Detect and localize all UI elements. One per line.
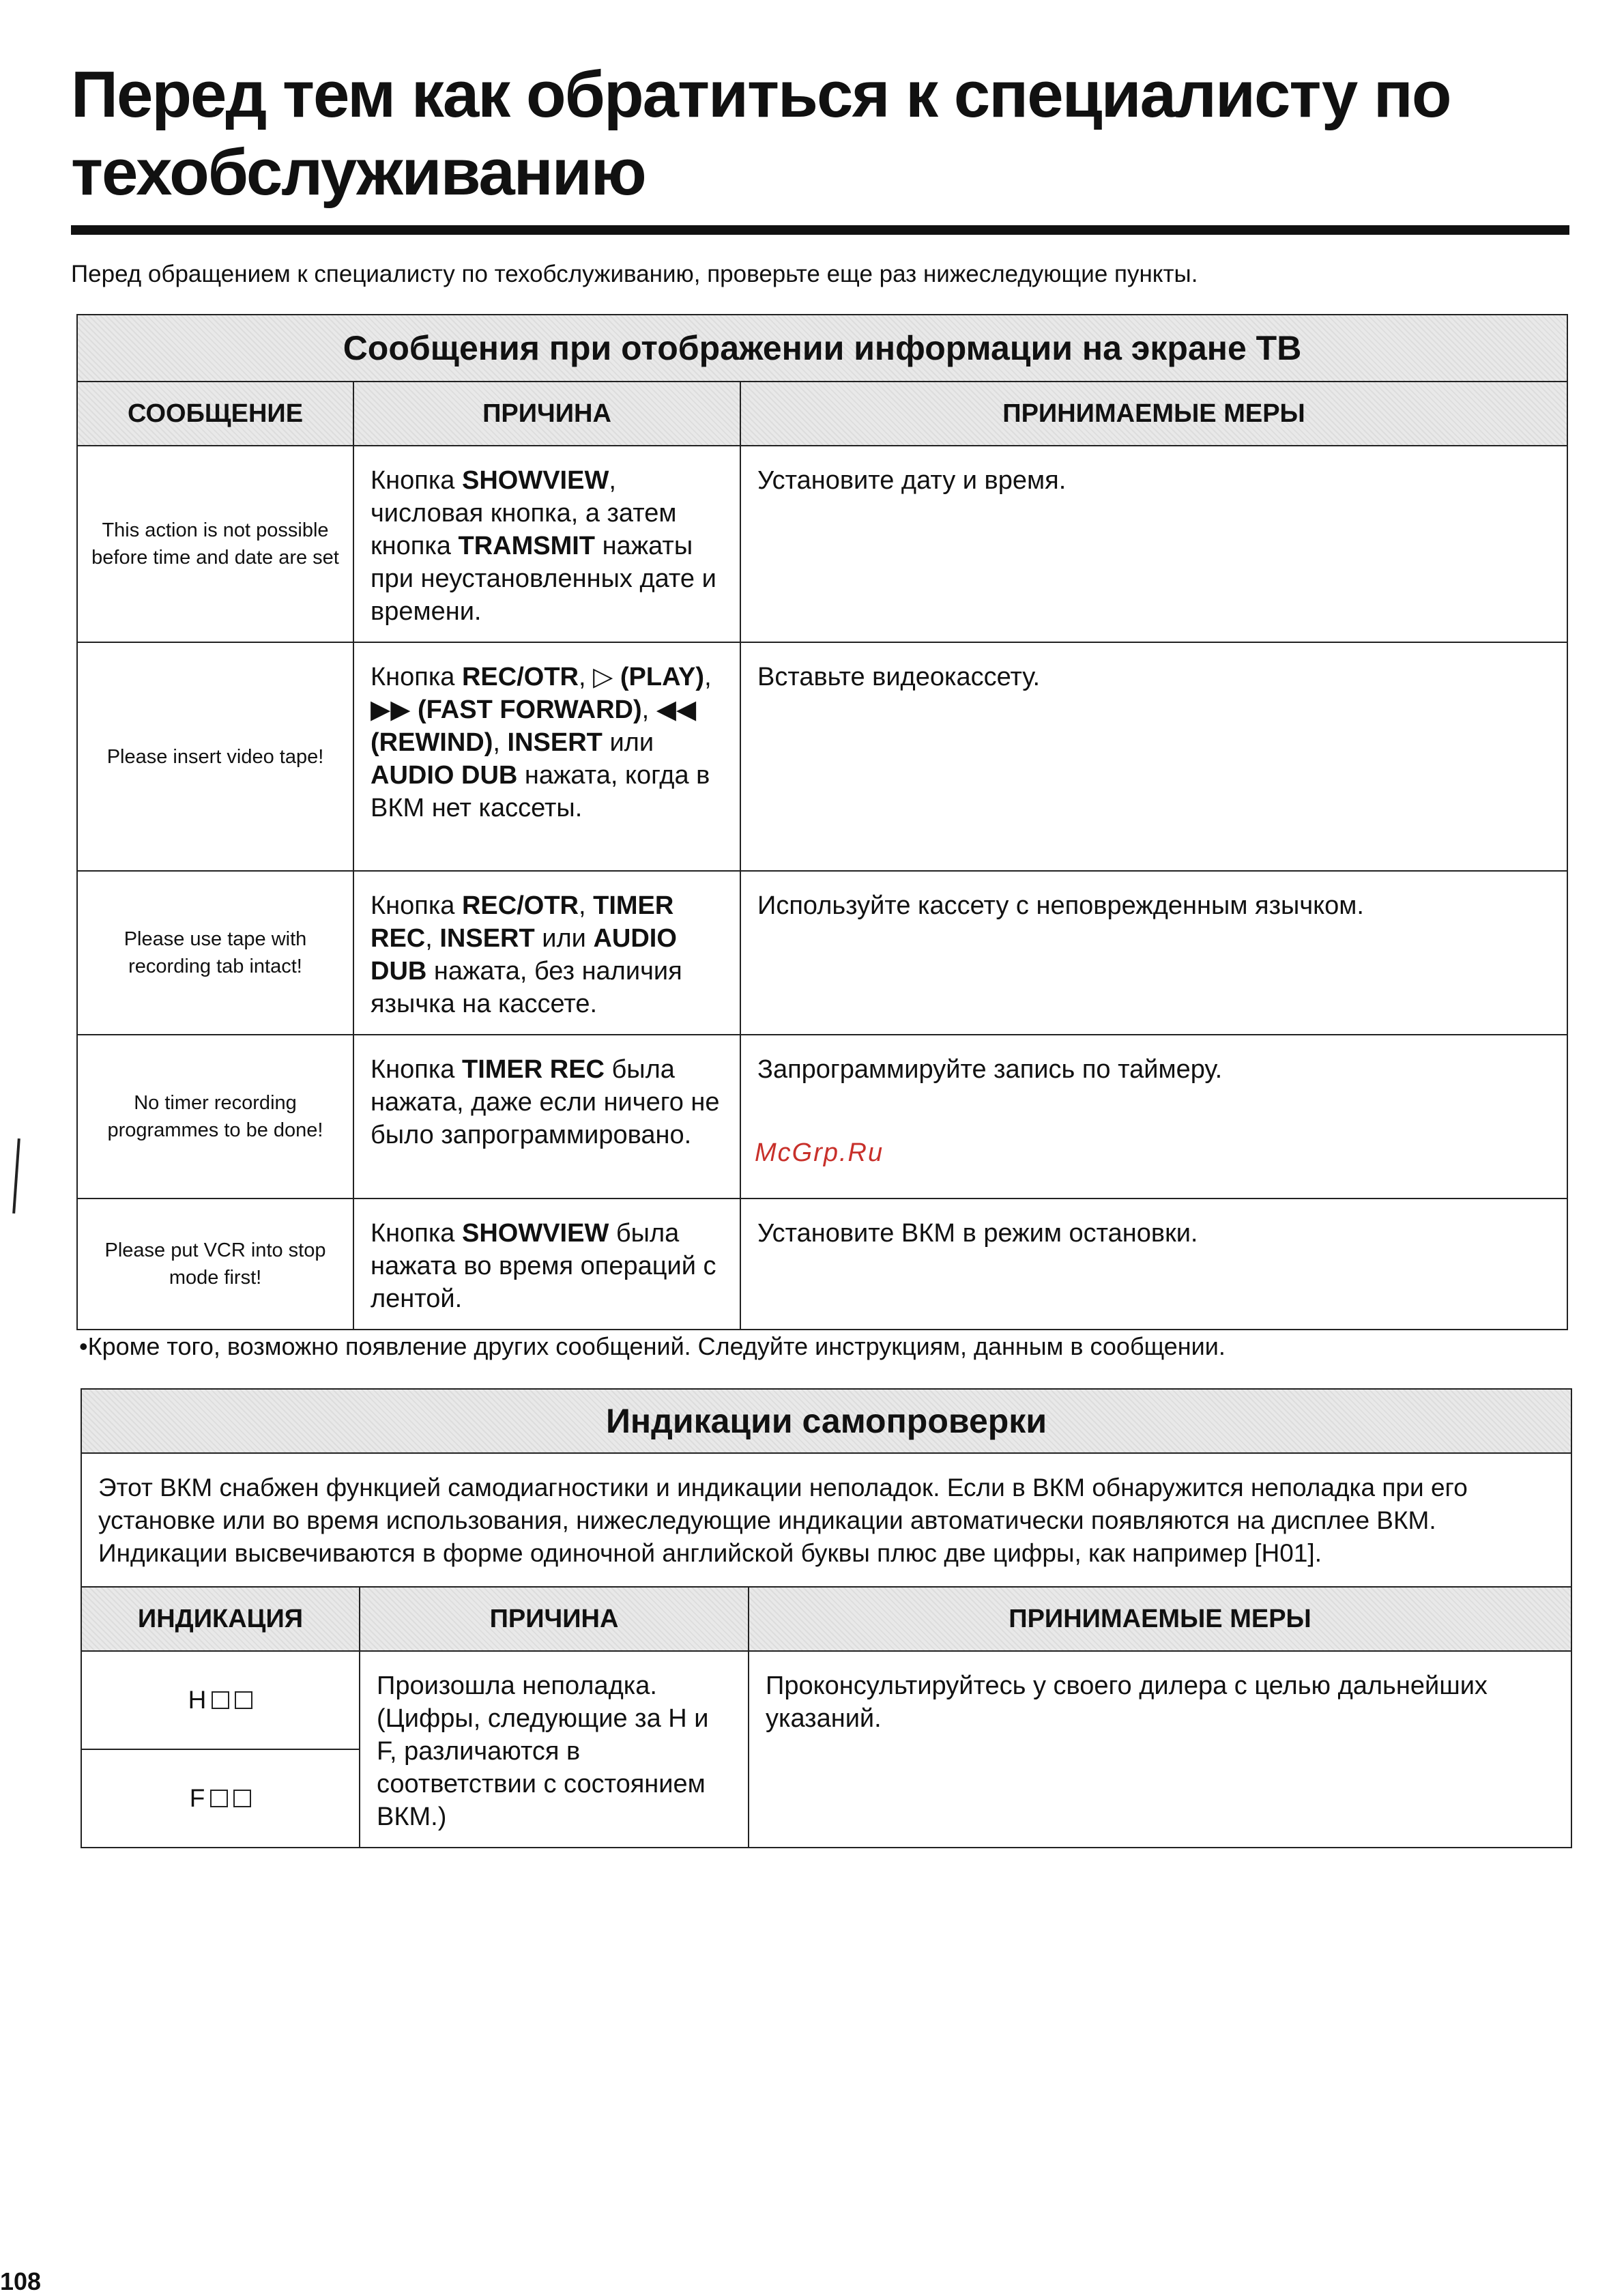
digit-box-icon [210, 1790, 228, 1807]
indication-letter: H [188, 1686, 207, 1714]
cause-cell: Произошла неполадка. (Цифры, следующие за H и F, различаются в соответствии с состоянием ВКМ.) [360, 1651, 749, 1848]
message-cell: Please put VCR into stop mode first! [77, 1199, 353, 1330]
text-run: , [493, 728, 508, 757]
action-cell: Установите ВКМ в режим остановки. [740, 1199, 1567, 1330]
bold-text: TIMER REC [371, 891, 674, 953]
text-run: , [578, 663, 594, 691]
digit-box-icon [235, 1691, 252, 1709]
table-row [77, 446, 1567, 642]
action-cell: Запрограммируйте запись по таймеру. [740, 1035, 1567, 1199]
bold-text: REC/OTR [461, 891, 579, 920]
intro-text: Перед обращением к специалисту по техобслуживанию, проверьте еще раз нижеследующие пункты. [71, 261, 1198, 287]
column-header-indication: ИНДИКАЦИЯ [81, 1587, 360, 1651]
page-title: Перед тем как обратиться к специалисту по техобслуживанию [71, 58, 1451, 209]
action-cell: Используйте кассету с неповрежденным язычком. [740, 871, 1567, 1035]
text-run: нажата, когда в ВКМ нет кассеты. [371, 761, 710, 822]
bold-text: REC/OTR [461, 663, 579, 691]
column-header-action: ПРИНИМАЕМЫЕ МЕРЫ [749, 1587, 1571, 1651]
watermark: McGrp.Ru [755, 1138, 884, 1167]
column-header-cause: ПРИЧИНА [360, 1587, 749, 1651]
message-cell: No timer recording programmes to be done! [77, 1035, 353, 1199]
bold-text: SHOWVIEW [461, 466, 609, 495]
text-run: или [602, 728, 654, 757]
column-header-cause: ПРИЧИНА [353, 382, 740, 446]
cause-cell [353, 871, 740, 1035]
message-cell: This action is not possible before time and date are set [77, 446, 353, 642]
footnote: •Кроме того, возможно появление других сообщений. Следуйте инструкциям, данным в сообщении. [79, 1332, 1226, 1360]
indication-letter: F [189, 1784, 205, 1812]
bold-text: AUDIO DUB [371, 761, 518, 790]
text-run: , [641, 695, 656, 724]
text-run: Кнопка [371, 663, 462, 691]
indication-cell [81, 1749, 360, 1848]
text-run: или [534, 924, 594, 953]
digit-box-icon [233, 1790, 251, 1807]
cause-cell [353, 446, 740, 642]
text-run: была нажата во время операций с лентой. [371, 1219, 716, 1313]
bold-text: ◀◀ (REWIND) [371, 695, 697, 757]
cause-cell [353, 642, 740, 871]
text-run: нажаты при неустановленных дате и времени. [371, 532, 716, 626]
text-run: , [578, 891, 594, 920]
table-row [77, 642, 1567, 871]
bold-text: INSERT [439, 924, 535, 953]
text-run: была нажата, даже если ничего не было запрограммировано. [371, 1055, 720, 1149]
tv-messages-title: Сообщения при отображении информации на экране ТВ [77, 315, 1567, 382]
table-row [77, 871, 1567, 1035]
message-cell: Please use tape with recording tab intact! [77, 871, 353, 1035]
bold-text: TIMER REC [461, 1055, 605, 1084]
self-check-title: Индикации самопроверки [81, 1389, 1571, 1453]
tv-messages-table [76, 314, 1568, 1330]
text-run: нажата, без наличия язычка на кассете. [371, 957, 682, 1018]
page-number: 108 [0, 2267, 42, 2295]
cause-cell [353, 1199, 740, 1330]
cause-cell [353, 1035, 740, 1199]
bold-text: ▶▶ (FAST FORWARD) [371, 695, 642, 724]
message-cell: Please insert video tape! [77, 642, 353, 871]
bold-text: INSERT [507, 728, 603, 757]
bold-text: ▷ (PLAY) [593, 663, 705, 691]
table-row [81, 1651, 1571, 1749]
margin-mark [12, 1138, 20, 1214]
text-run: , числовая кнопка, а затем кнопка [371, 466, 677, 560]
action-cell: Проконсультируйтесь у своего дилера с целью дальнейших указаний. [749, 1651, 1571, 1848]
text-run: , [704, 663, 712, 691]
bold-text: SHOWVIEW [461, 1219, 609, 1248]
bold-text: TRAMSMIT [458, 532, 596, 560]
title-divider [71, 225, 1569, 235]
digit-box-icon [212, 1691, 229, 1709]
table-row [77, 1199, 1567, 1330]
self-check-table [81, 1388, 1572, 1848]
column-header-message: СООБЩЕНИЕ [77, 382, 353, 446]
text-run: Кнопка [371, 1055, 462, 1084]
indication-cell [81, 1651, 360, 1749]
action-cell: Вставьте видеокассету. [740, 642, 1567, 871]
table-row [77, 1035, 1567, 1199]
text-run: Кнопка [371, 466, 462, 495]
text-run: Кнопка [371, 1219, 462, 1248]
text-run: , [425, 924, 440, 953]
action-cell: Установите дату и время. [740, 446, 1567, 642]
self-check-description: Этот ВКМ снабжен функцией самодиагностики и индикации неполадок. Если в ВКМ обнаружится неполадка при его установке или во время использования, нижеследующие индикации автоматически появляются на дисплее ВКМ. Индикации высвечиваются в форме одиночной английской буквы плюс две цифры, как например [H01]. [81, 1453, 1571, 1587]
bold-text: AUDIO DUB [371, 924, 677, 986]
column-header-action: ПРИНИМАЕМЫЕ МЕРЫ [740, 382, 1567, 446]
text-run: Кнопка [371, 891, 462, 920]
